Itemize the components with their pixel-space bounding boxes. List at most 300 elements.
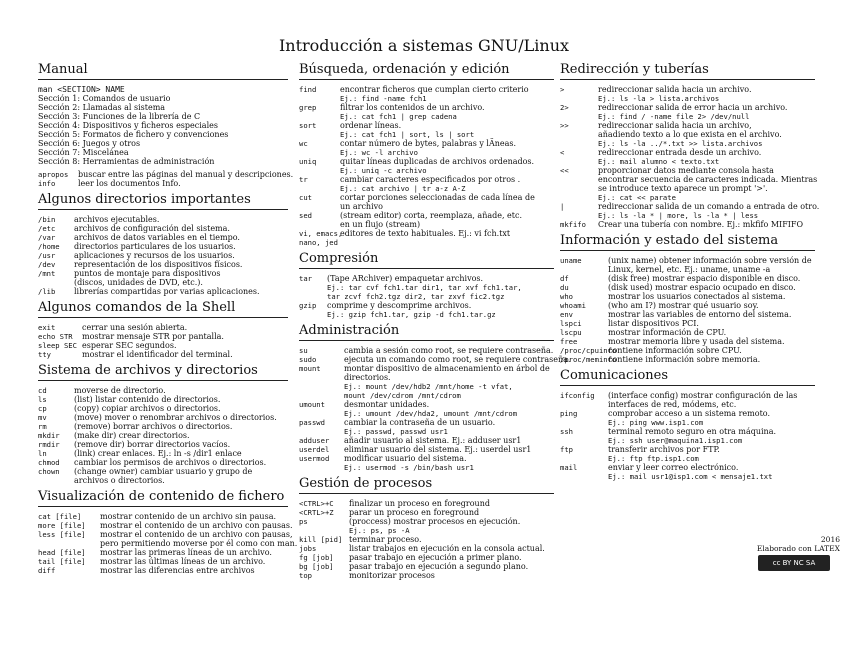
command-name: tar <box>299 274 312 283</box>
command-name <box>299 94 340 103</box>
entry-row <box>38 260 288 269</box>
command-description: Ej.: cat fch1 | sort, ls | sort <box>340 130 475 139</box>
command-description: directorios. <box>344 373 391 382</box>
entry-row <box>560 103 815 112</box>
command-description: añadiendo texto a lo que exista en el archivo. <box>598 130 782 139</box>
command-description: (discos, unidades de DVD, etc.). <box>74 278 203 287</box>
entry-row <box>560 220 815 229</box>
command-name: rmdir <box>38 440 60 449</box>
command-description: mostrar información de CPU. <box>608 328 727 337</box>
command-description: (disk used) mostrar espacio ocupado en disco. <box>608 283 796 292</box>
command-name <box>560 94 598 103</box>
command-description: representación de los dispositivos físicos. <box>74 260 243 269</box>
entry-row <box>299 436 554 445</box>
section-title: Visualización de contenido de fichero <box>38 489 288 507</box>
command-description: filtrar los contenidos de un archivo. <box>340 103 485 112</box>
command-description: Ej.: usermod -s /bin/bash usr1 <box>344 463 474 472</box>
section-fs <box>38 363 288 489</box>
column-1 <box>38 62 298 579</box>
command-name: usermod <box>299 454 330 463</box>
command-name <box>299 310 327 319</box>
command-name: <CTRL>+C <box>299 499 334 508</box>
entry-row <box>299 283 554 292</box>
command-name: mount <box>299 364 321 373</box>
command-description: redireccionar salida hacia un archivo. <box>598 85 752 94</box>
command-description <box>340 238 554 247</box>
entry-row <box>299 445 554 454</box>
command-name <box>299 391 344 400</box>
entry-row <box>560 157 815 166</box>
entry-row <box>560 193 815 202</box>
command-description: (interface config) mostrar configuración de las <box>608 391 798 400</box>
entry-row <box>299 571 554 580</box>
command-name: /proc/meminfo <box>560 355 617 364</box>
entry-row <box>560 400 815 409</box>
command-description: archivos ejecutables. <box>74 215 160 224</box>
section-title: Administración <box>299 323 554 341</box>
command-description: Ej.: cat << parate <box>598 193 676 202</box>
command-description: Ej.: ls -la * | more, ls -la * | less <box>598 211 759 220</box>
command-name: adduser <box>299 436 330 445</box>
command-name <box>299 130 340 139</box>
command-name: echo STR <box>38 332 73 341</box>
command-name: sed <box>299 211 312 220</box>
entry-row <box>560 355 815 364</box>
command-description: pasar trabajo en ejecución a segundo plano. <box>349 562 529 571</box>
command-description: cambia a sesión como root, se requiere contraseña. <box>344 346 554 355</box>
entry-row <box>38 233 288 242</box>
command-name <box>560 112 598 121</box>
command-description: mostrar los usuarios conectados al sistema. <box>608 292 786 301</box>
entry-row <box>38 557 288 566</box>
command-name <box>299 427 344 436</box>
command-name: su <box>299 346 308 355</box>
command-description: librerías compartidas por varias aplicaciones. <box>74 287 260 296</box>
entry-row <box>38 548 288 557</box>
section-title: Comunicaciones <box>560 368 815 386</box>
command-name: ls <box>38 395 47 404</box>
entry-row <box>299 463 554 472</box>
section-title: Compresión <box>299 251 554 269</box>
command-description: aplicaciones y recursos de los usuarios. <box>74 251 235 260</box>
command-name: userdel <box>299 445 330 454</box>
command-description: Ej.: mail usr1@isp1.com < mensaje1.txt <box>608 472 773 481</box>
command-name: tty <box>38 350 51 359</box>
entry-row <box>299 364 554 373</box>
command-name: /proc/cpuinfo <box>560 346 617 355</box>
command-name <box>299 283 327 292</box>
command-description: mostrar las variables de entorno del sistema. <box>608 310 792 319</box>
entry-row <box>560 301 815 310</box>
entry-row <box>560 85 815 94</box>
command-description: quitar líneas duplicadas de archivos ordenados. <box>340 157 535 166</box>
entry-row <box>38 431 288 440</box>
entry-row <box>560 175 818 184</box>
command-name <box>299 409 344 418</box>
command-description: monitorizar procesos <box>349 571 435 580</box>
command-description: (who am I?) mostrar qué usuario soy. <box>608 301 759 310</box>
command-name <box>299 463 344 472</box>
document-title: Introducción a sistemas GNU/Linux <box>278 36 570 55</box>
command-description: mostrar el contenido de un archivo con pausas, <box>100 530 293 539</box>
command-name: /var <box>38 233 56 242</box>
command-name <box>299 382 344 391</box>
section-line: Sección 4: Dispositivos y ficheros especiales <box>38 121 218 130</box>
entry-row <box>560 418 815 427</box>
command-name <box>299 373 344 382</box>
command-name: 2> <box>560 103 569 112</box>
command-name <box>560 418 608 427</box>
command-name: jobs <box>299 544 317 553</box>
entry-row <box>560 166 815 175</box>
command-description: parar un proceso en foreground <box>349 508 480 517</box>
entry-row <box>560 130 815 139</box>
command-name: sudo <box>299 355 317 364</box>
command-description: (Tape ARchiver) empaquetar archivos. <box>327 274 484 283</box>
command-description: (copy) copiar archivos o directorios. <box>74 404 221 413</box>
command-description: proporcionar datos mediante consola hasta <box>598 166 774 175</box>
entry-row <box>560 328 815 337</box>
command-name: more [file] <box>38 521 86 530</box>
entry-row <box>38 566 288 575</box>
footer-year: 2016 <box>820 535 840 544</box>
command-description: terminal remoto seguro en otra máquina. <box>608 427 777 436</box>
command-description: redireccionar entrada desde un archivo. <box>598 148 762 157</box>
command-name <box>560 211 598 220</box>
command-name <box>560 175 598 184</box>
command-name: > <box>560 85 565 94</box>
command-name <box>560 265 608 274</box>
entry-row <box>299 346 554 355</box>
command-description: montar dispositivo de almacenamiento en árbol de <box>344 364 550 373</box>
entry-row <box>38 179 288 188</box>
section-line: Sección 3: Funciones de la librería de C <box>38 112 201 121</box>
command-description: (make dir) crear directorios. <box>74 431 190 440</box>
entry-row <box>38 287 288 296</box>
command-description: ejecuta un comando como root, se requiere contraseña. <box>344 355 571 364</box>
command-name: mkdir <box>38 431 60 440</box>
entry-row <box>38 215 288 224</box>
command-description: Ej.: wc -l archivo <box>340 148 418 157</box>
entry-row <box>299 157 554 166</box>
section-proc <box>299 476 554 584</box>
command-description: (list) listar contenido de directorios. <box>74 395 221 404</box>
command-name: /etc <box>38 224 56 233</box>
command-description: mostrar memoria libre y usada del sistema. <box>608 337 785 346</box>
entry-row <box>299 535 554 544</box>
entry-row <box>560 121 815 130</box>
entry-row <box>299 418 554 427</box>
command-description: esperar SEC segundos. <box>82 341 177 350</box>
entry-row <box>560 445 815 454</box>
command-name: <CRTL>+Z <box>299 508 334 517</box>
command-description: Ej.: mount /dev/hdb2 /mnt/home -t vfat, <box>344 382 513 391</box>
command-name: exit <box>38 323 56 332</box>
entry-row <box>299 130 554 139</box>
command-description: enviar y leer correo electrónico. <box>608 463 739 472</box>
entry-row <box>560 319 815 328</box>
command-name: grep <box>299 103 317 112</box>
section-title: Información y estado del sistema <box>560 233 815 251</box>
entry-row <box>38 413 288 422</box>
entry-row <box>299 310 554 319</box>
command-description: (remove) borrar archivos o directorios. <box>74 422 233 431</box>
entry-row <box>38 539 298 548</box>
command-name <box>560 139 598 148</box>
command-description: eliminar usuario del sistema. Ej.: userdel usr1 <box>344 445 532 454</box>
command-description: Linux, kernel, etc. Ej.: uname, uname -a <box>608 265 771 274</box>
entry-row <box>299 112 554 121</box>
command-description: mount /dev/cdrom /mnt/cdrom <box>344 391 461 400</box>
command-description: buscar entre las páginas del manual y descripciones. <box>78 170 294 179</box>
command-name: who <box>560 292 573 301</box>
command-name: chown <box>38 467 60 476</box>
command-name: mv <box>38 413 47 422</box>
section-search <box>299 62 554 251</box>
command-name <box>560 436 608 445</box>
command-name: sort <box>299 121 317 130</box>
command-name: cat [file] <box>38 512 82 521</box>
command-name: cut <box>299 193 312 202</box>
command-description: mostrar contenido de un archivo sin pausa. <box>100 512 277 521</box>
command-name <box>299 526 349 535</box>
entry-row <box>299 211 554 220</box>
command-description: cambiar la contraseña de un usuario. <box>344 418 496 427</box>
entry-row <box>38 512 288 521</box>
command-description: Ej.: ssh user@maquina1.isp1.com <box>608 436 743 445</box>
command-name: vi, emacs, <box>299 229 343 238</box>
entry-row <box>299 373 554 382</box>
entry-row <box>299 355 571 364</box>
section-line: Sección 7: Miscelánea <box>38 148 129 157</box>
entry-row <box>38 350 288 359</box>
entry-row <box>299 139 554 148</box>
entry-row <box>299 382 554 391</box>
command-description: cerrar una sesión abierta. <box>82 323 188 332</box>
command-name: mail <box>560 463 578 472</box>
entry-row <box>299 238 554 247</box>
command-description: Ej.: mail alumno < texto.txt <box>598 157 720 166</box>
entry-row <box>299 94 554 103</box>
command-name: sleep SEC <box>38 341 77 350</box>
entry-row <box>299 409 554 418</box>
command-description: Ej.: cat archivo | tr a-z A-Z <box>340 184 466 193</box>
command-name <box>299 220 340 229</box>
section-title: Redirección y tuberías <box>560 62 815 80</box>
command-description: Ej.: uniq -c archivo <box>340 166 427 175</box>
entry-row <box>299 184 554 193</box>
entry-row <box>299 274 554 283</box>
command-description: listar dispositivos PCI. <box>608 319 699 328</box>
command-description: listar trabajos en ejecución en la consola actual. <box>349 544 545 553</box>
command-name: apropos <box>38 170 69 179</box>
command-name <box>560 193 598 202</box>
command-description: interfaces de red, módems, etc. <box>608 400 737 409</box>
section-dirs <box>38 192 288 300</box>
command-description: se introduce texto aparece un prompt '>'. <box>598 184 768 193</box>
entry-row <box>560 463 815 472</box>
command-description: (remove dir) borrar directorios vacíos. <box>74 440 231 449</box>
entry-row <box>299 517 554 526</box>
column-3 <box>560 62 820 485</box>
command-name <box>560 184 598 193</box>
command-description: en un flujo (stream) <box>340 220 421 229</box>
command-name: chmod <box>38 458 60 467</box>
command-description: (disk free) mostrar espacio disponible en disco. <box>608 274 801 283</box>
section-redir <box>560 62 820 233</box>
command-name <box>299 202 340 211</box>
section-line: Sección 1: Comandos de usuario <box>38 94 171 103</box>
section-title: Gestión de procesos <box>299 476 554 494</box>
entry-row <box>560 427 815 436</box>
entry-row <box>299 175 554 184</box>
command-name: fg [job] <box>299 553 334 562</box>
section-line: Sección 6: Juegos y otros <box>38 139 141 148</box>
entry-row <box>299 391 554 400</box>
entry-row <box>560 139 815 148</box>
entry-row <box>38 269 288 278</box>
license-badge: cc BY NC SA <box>758 555 830 571</box>
entry-row <box>560 112 815 121</box>
section-compress <box>299 251 554 323</box>
command-description: contiene información sobre memoria. <box>608 355 761 364</box>
command-description: archivos o directorios. <box>74 476 165 485</box>
entry-row <box>38 404 288 413</box>
section-manual <box>38 62 294 192</box>
entry-row <box>299 427 554 436</box>
command-name: df <box>560 274 569 283</box>
spacer <box>299 580 554 584</box>
command-name: uniq <box>299 157 317 166</box>
command-name: tail [file] <box>38 557 86 566</box>
command-description: Crear una tubería con nombre. Ej.: mkfifo MIFIFO <box>598 220 804 229</box>
command-description: comprobar acceso a un sistema remoto. <box>608 409 771 418</box>
command-name <box>299 112 340 121</box>
command-description: Ej.: cat fch1 | grep cadena <box>340 112 457 121</box>
command-name: ps <box>299 517 308 526</box>
command-description: (stream editor) corta, reemplaza, añade, etc. <box>340 211 523 220</box>
command-description: encontrar ficheros que cumplan cierto criterio <box>340 85 529 94</box>
command-description: (link) crear enlaces. Ej.: ln -s /dir1 enlace <box>74 449 242 458</box>
command-name: /usr <box>38 251 56 260</box>
command-name: /mnt <box>38 269 56 278</box>
entry-row <box>299 544 554 553</box>
entry-row <box>560 391 815 400</box>
section-title: Sistema de archivos y directorios <box>38 363 288 381</box>
command-description: Ej.: ls -la ../*.txt >> lista.archivos <box>598 139 763 148</box>
command-description: Ej.: passwd, passwd usr1 <box>344 427 448 436</box>
entry-row <box>299 220 554 229</box>
command-description: cambiar caracteres especificados por otros . <box>340 175 521 184</box>
entry-row <box>560 211 815 220</box>
footer <box>740 535 840 553</box>
command-description: mostrar mensaje STR por pantalla. <box>82 332 224 341</box>
command-name <box>560 472 608 481</box>
entry-row <box>560 94 815 103</box>
command-name <box>560 130 598 139</box>
command-name <box>560 454 608 463</box>
entry-row <box>560 274 815 283</box>
command-description: editores de texto habituales. Ej.: vi fch.txt <box>340 229 511 238</box>
entry-row <box>38 449 288 458</box>
command-name: uname <box>560 256 582 265</box>
command-name <box>299 148 340 157</box>
entry-row <box>299 121 554 130</box>
command-name: cp <box>38 404 47 413</box>
command-description: leer los documentos Info. <box>78 179 181 188</box>
entry-row <box>38 395 288 404</box>
command-name: << <box>560 166 569 175</box>
entry-row <box>38 458 288 467</box>
command-name: | <box>560 202 565 211</box>
command-name: /lib <box>38 287 56 296</box>
section-shell <box>38 300 288 363</box>
entry-row <box>38 386 288 395</box>
command-name: lspci <box>560 319 582 328</box>
command-description: archivos de datos variables en el tiempo. <box>74 233 240 242</box>
command-description: Ej.: ps, ps -A <box>349 526 410 535</box>
command-name: less [file] <box>38 530 86 539</box>
command-name: ping <box>560 409 578 418</box>
footer-made-with: Elaborado con LATEX <box>756 544 840 553</box>
command-name <box>560 157 598 166</box>
entry-row <box>560 148 815 157</box>
command-description: Ej.: find -name fch1 <box>340 94 427 103</box>
command-name: gzip <box>299 301 317 310</box>
entry-row <box>560 337 815 346</box>
command-name: free <box>560 337 578 346</box>
entry-row <box>560 265 815 274</box>
command-description: Ej.: gzip fch1.tar, gzip -d fch1.tar.gz <box>327 310 496 319</box>
command-description: redireccionar salida de un comando a entrada de otro. <box>598 202 820 211</box>
entry-row <box>560 202 820 211</box>
entry-row <box>560 310 815 319</box>
command-name: umount <box>299 400 325 409</box>
command-name: /home <box>38 242 60 251</box>
command-description: (unix name) obtener información sobre versión de <box>608 256 812 265</box>
section-line: Sección 8: Herramientas de administración <box>38 157 215 166</box>
command-name: head [file] <box>38 548 86 557</box>
entry-row <box>299 301 554 310</box>
entry-row <box>38 467 288 476</box>
command-name: find <box>299 85 317 94</box>
command-name: ftp <box>560 445 573 454</box>
command-name: tr <box>299 175 308 184</box>
command-name: whoami <box>560 301 586 310</box>
entry-row <box>299 499 554 508</box>
command-description: transferir archivos por FTP. <box>608 445 720 454</box>
entry-row <box>299 454 554 463</box>
entry-row <box>38 224 288 233</box>
entry-row <box>38 440 288 449</box>
command-description: Ej.: ping www.isp1.com <box>608 418 704 427</box>
spacer <box>560 481 815 485</box>
entry-row <box>560 472 815 481</box>
command-name: env <box>560 310 573 319</box>
command-name: top <box>299 571 312 580</box>
entry-row <box>38 530 293 539</box>
entry-row <box>38 323 288 332</box>
command-name: cd <box>38 386 47 395</box>
command-name: du <box>560 283 569 292</box>
command-description: mostrar las primeras líneas de un archivo. <box>100 548 272 557</box>
command-name: ifconfig <box>560 391 595 400</box>
entry-row <box>560 436 815 445</box>
command-name: diff <box>38 566 56 575</box>
command-description: redireccionar salida hacia un archivo, <box>598 121 752 130</box>
command-name: nano, jed <box>299 238 338 247</box>
command-name: bg [job] <box>299 562 334 571</box>
